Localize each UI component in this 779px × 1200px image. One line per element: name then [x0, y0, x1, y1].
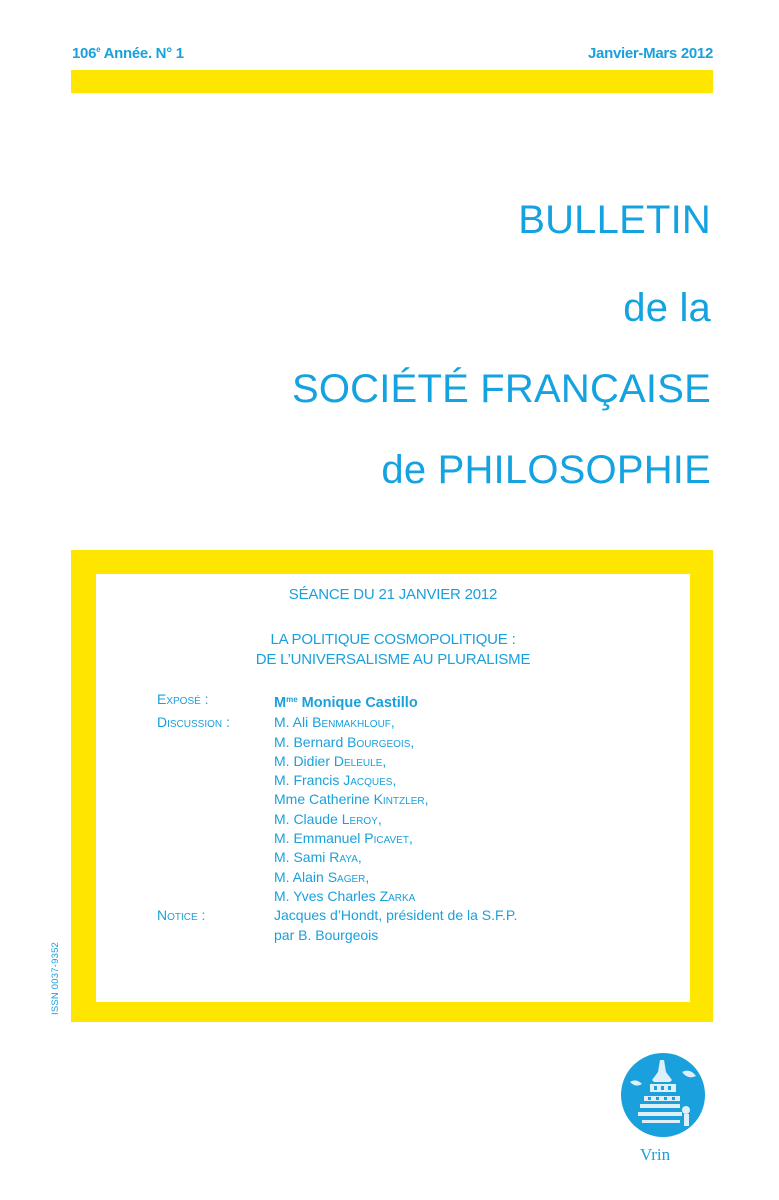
- discussion-row: [157, 771, 517, 790]
- notice-row: [157, 926, 517, 945]
- publisher-name: Vrin: [640, 1145, 671, 1164]
- discussion-row: [157, 733, 517, 752]
- top-yellow-bar: [71, 70, 713, 93]
- discussant: M. Didier Deleule,: [274, 752, 387, 769]
- discussant: M. Francis Jacques,: [274, 772, 397, 789]
- discussion-row: [157, 829, 517, 848]
- lecture-title-line2: DE L’UNIVERSALISME AU PLURALISME: [255, 651, 531, 668]
- discussant: Mme Catherine Kintzler,: [274, 791, 429, 808]
- discussion-row: [157, 810, 517, 829]
- discussant: M. Alain Sager,: [274, 868, 370, 885]
- discussion-row: [157, 848, 517, 867]
- discussion-row: [157, 868, 517, 887]
- discussion-row: [157, 752, 517, 771]
- discussant: M. Ali Benmakhlouf,: [274, 714, 395, 731]
- notice-label: Notice :: [157, 907, 206, 924]
- discussant: M. Bernard Bourgeois,: [274, 733, 415, 750]
- discussant: M. Claude Leroy,: [274, 810, 382, 827]
- vrin-logo-icon: [620, 1052, 706, 1138]
- title-societe-francaise: SOCIÉTÉ FRANÇAISE: [291, 367, 711, 411]
- lecture-title-line1: LA POLITIQUE COSMOPOLITIQUE :: [270, 631, 516, 648]
- discussant: M. Sami Raya,: [274, 849, 362, 866]
- expose-label: Exposé :: [157, 691, 209, 707]
- title-bulletin: BULLETIN: [518, 198, 711, 242]
- issn-number: ISSN 0037-9352: [50, 941, 61, 1015]
- title-de-la: de la: [623, 286, 711, 330]
- issue-period: Janvier-Mars 2012: [588, 45, 713, 62]
- session-date: SÉANCE DU 21 JANVIER 2012: [288, 586, 498, 603]
- expose-row: [157, 690, 517, 713]
- contributors-list: [157, 690, 517, 945]
- discussant: M. Emmanuel Picavet,: [274, 830, 413, 847]
- discussion-label: Discussion :: [157, 714, 230, 731]
- notice-row: [157, 906, 517, 925]
- issue-number: 106e Année. N° 1: [72, 45, 184, 62]
- title-de-philosophie: de PHILOSOPHIE: [381, 448, 711, 492]
- notice-text: Jacques d’Hondt, président de la S.F.P.: [274, 907, 518, 924]
- discussion-row: [157, 713, 517, 732]
- discussion-row: [157, 790, 517, 809]
- discussant: M. Yves Charles Zarka: [274, 887, 416, 904]
- discussion-row: [157, 887, 517, 906]
- expose-speaker: $M^{me}$ Monique Castillo: [274, 695, 418, 711]
- lecture-title: [96, 630, 690, 670]
- notice-author: par B. Bourgeois: [274, 926, 379, 943]
